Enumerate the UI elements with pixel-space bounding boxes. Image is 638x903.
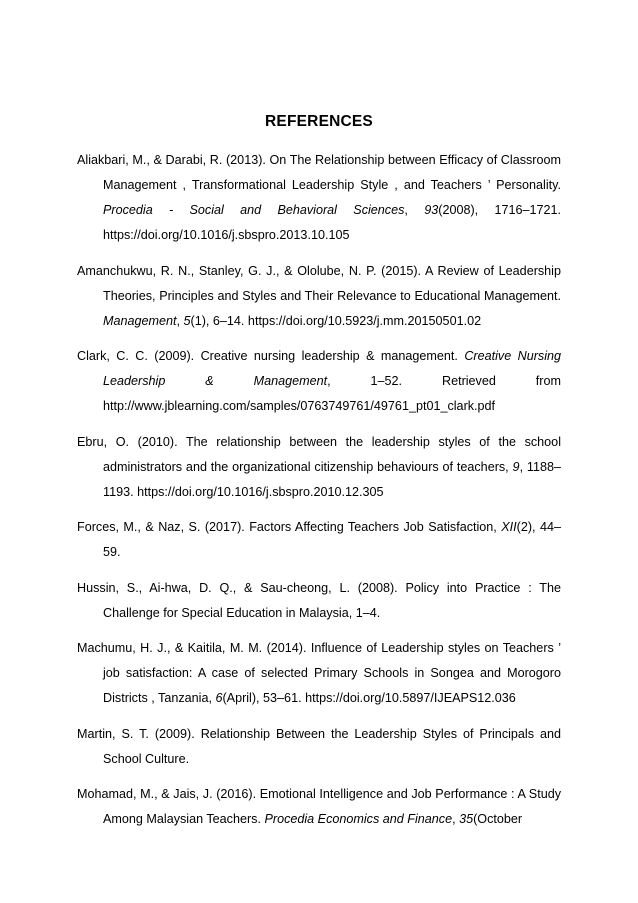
reference-entry (77, 259, 561, 334)
reference-entry (77, 430, 561, 505)
reference-text: Machumu, H. J., & Kaitila, M. M. (2014). Influence of Leadership styles on Teachers ’ job satisfaction: A case of selected Primary Schools in Songea and Morogoro Districts , Tanzania, (77, 641, 561, 705)
reference-text: (2), 44–59. (103, 520, 561, 559)
reference-entry (77, 515, 561, 565)
reference-entry (77, 636, 561, 711)
reference-volume: 93 (424, 203, 439, 217)
reference-text: , (452, 812, 460, 826)
reference-text: , (404, 203, 425, 217)
reference-journal: Management (103, 313, 177, 328)
reference-volume: 35 (459, 812, 474, 826)
reference-text: Aliakbari, M., & Darabi, R. (2013). On The Relationship between Efficacy of Classroom Management , Transformational Leadership Style , and Teachers ’ Personality. (77, 153, 561, 192)
reference-text: , 1188–1193. https://doi.org/10.1016/j.sbspro.2010.12.305 (103, 459, 561, 499)
reference-text: , 1–52. Retrieved from http://www.jblearning.com/samples/0763749761/49761_pt01_clark.pdf (103, 374, 561, 413)
reference-journal: Procedia Economics and Finance (264, 812, 453, 826)
reference-journal: Procedia - Social and Behavioral Sciences (103, 203, 405, 217)
reference-text: , (176, 313, 184, 328)
reference-volume: 9 (512, 459, 520, 474)
reference-list (77, 148, 561, 832)
reference-text: (April), 53–61. https://doi.org/10.5897/IJEAPS12.036 (222, 691, 516, 705)
reference-text: Mohamad, M., & Jais, J. (2016). Emotional Intelligence and Job Performance : A Study Among Malaysian Teachers. (77, 787, 561, 826)
reference-text: Martin, S. T. (2009). Relationship Between the Leadership Styles of Principals and School Culture. (77, 726, 561, 766)
reference-text: Amanchukwu, R. N., Stanley, G. J., & Ololube, N. P. (2015). A Review of Leadership Theories, Principles and Styles and Their Relevance to Educational Management. (77, 263, 561, 303)
reference-volume: XII (501, 520, 517, 534)
references-heading: REFERENCES (265, 113, 373, 130)
reference-text: Forces, M., & Naz, S. (2017). Factors Affecting Teachers Job Satisfaction, (77, 520, 502, 534)
reference-volume: 6 (215, 691, 223, 705)
reference-text: Hussin, S., Ai-hwa, D. Q., & Sau-cheong, L. (2008). Policy into Practice : The Challenge for Special Education in Malaysia, 1–4. (77, 580, 561, 620)
reference-text: (2008), 1716–1721. https://doi.org/10.1016/j.sbspro.2013.10.105 (103, 203, 562, 242)
reference-text: Ebru, O. (2010). The relationship between the leadership styles of the school administrators and the organizational citizenship behaviours of teachers, (77, 434, 561, 474)
reference-text: Clark, C. C. (2009). Creative nursing leadership & management. (77, 349, 465, 363)
reference-text: (1), 6–14. https://doi.org/10.5923/j.mm.20150501.02 (190, 313, 482, 328)
reference-text: (October (473, 812, 523, 826)
reference-entry (77, 344, 561, 419)
reference-entry (77, 576, 561, 626)
reference-entry (77, 148, 561, 248)
reference-entry (77, 722, 561, 772)
reference-entry (77, 782, 561, 832)
reference-journal: Creative Nursing Leadership & Management (103, 349, 562, 388)
reference-volume: 5 (183, 313, 191, 328)
